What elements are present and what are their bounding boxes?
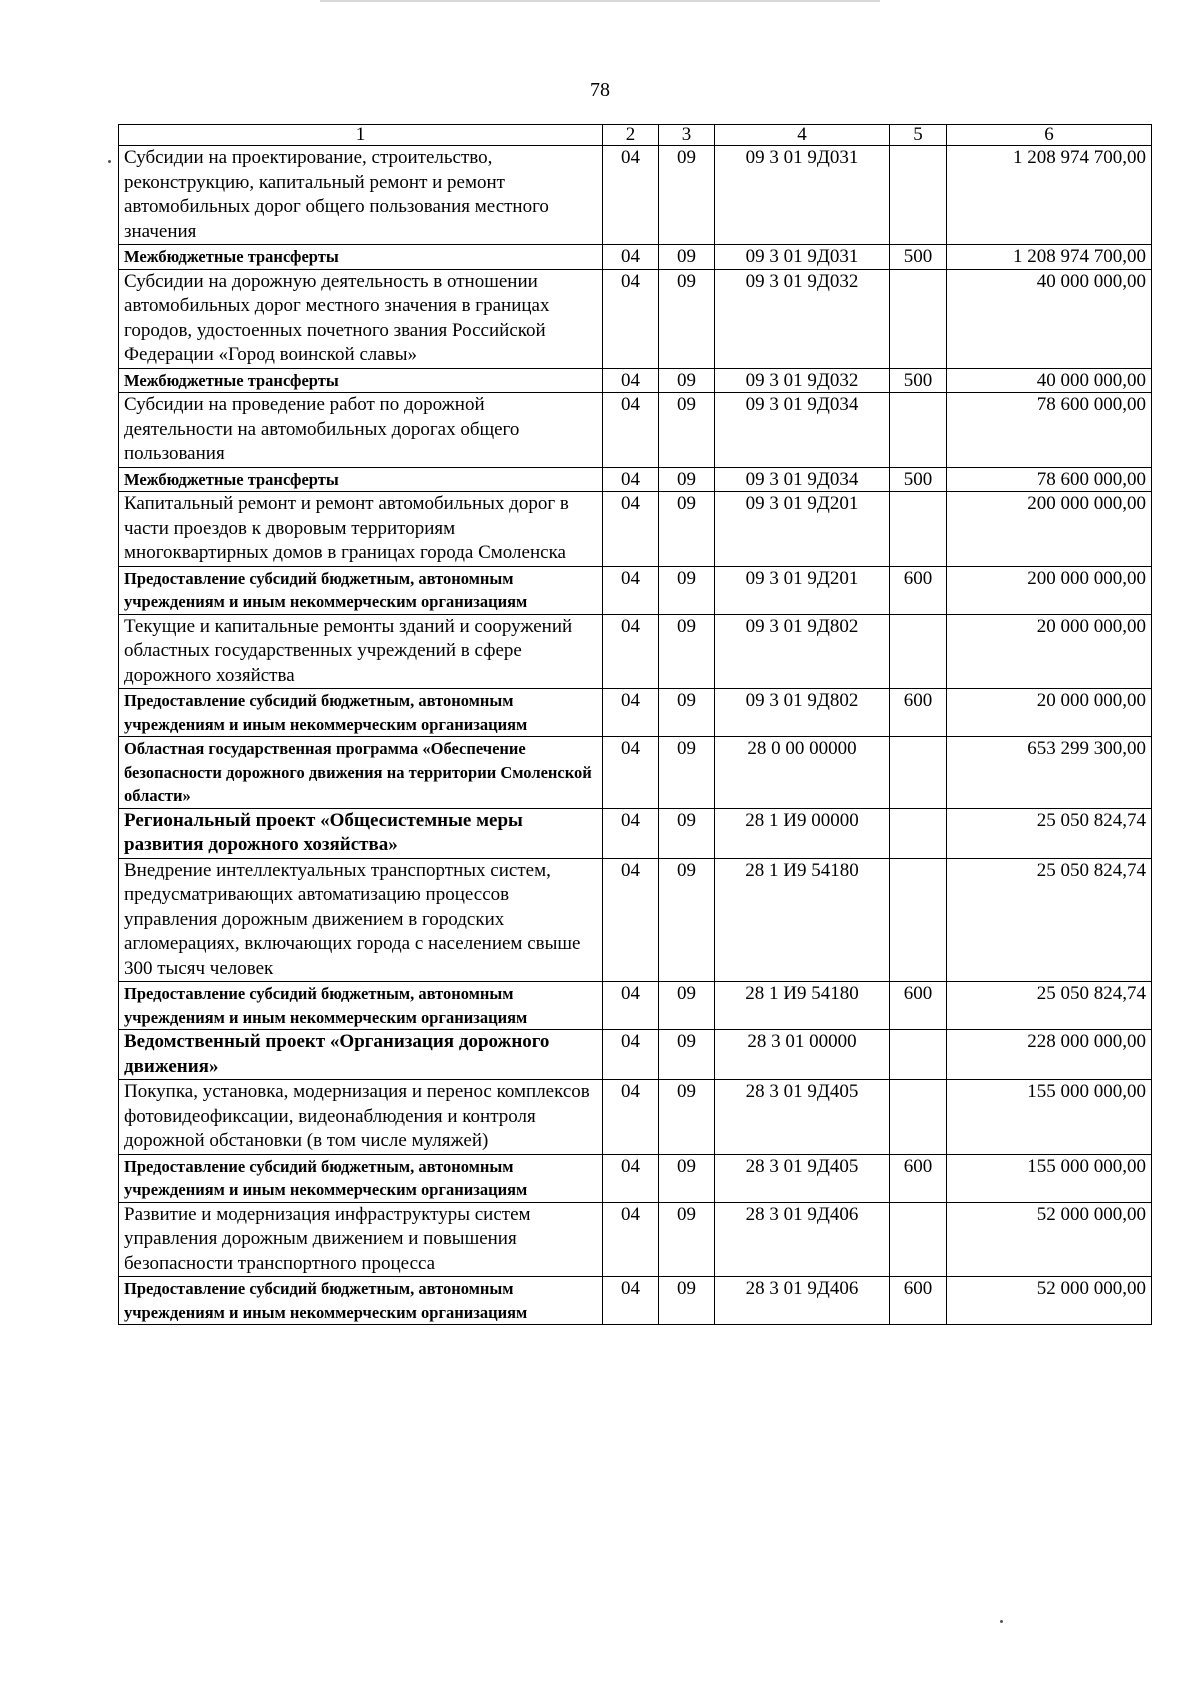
- amount-cell: 1 208 974 700,00: [947, 245, 1152, 270]
- row-name-cell: Развитие и модернизация инфраструктуры систем управления дорожным движением и повышения безопасности транспортного процесса: [119, 1202, 603, 1277]
- expense-type-cell: 600: [890, 689, 947, 737]
- amount-cell: 25 050 824,74: [947, 982, 1152, 1030]
- table-row: [119, 1202, 1152, 1277]
- expense-type-cell: 500: [890, 467, 947, 492]
- expense-type-cell: 600: [890, 1277, 947, 1325]
- expense-type-cell: [890, 393, 947, 468]
- row-name-cell: Субсидии на проведение работ по дорожной деятельности на автомобильных дорогах общего пользования: [119, 393, 603, 468]
- header-row: [119, 125, 1152, 146]
- amount-cell: 200 000 000,00: [947, 492, 1152, 567]
- target-article-cell: 09 3 01 9Д031: [715, 245, 890, 270]
- subsection-cell: 09: [659, 492, 715, 567]
- target-article-cell: 28 1 И9 00000: [715, 808, 890, 858]
- expense-type-cell: [890, 614, 947, 689]
- row-name-cell: Предоставление субсидий бюджетным, автономным учреждениям и иным некоммерческим организациям: [119, 689, 603, 737]
- subsection-cell: 09: [659, 467, 715, 492]
- section-cell: 04: [603, 1277, 659, 1325]
- row-name-cell: Предоставление субсидий бюджетным, автономным учреждениям и иным некоммерческим организациям: [119, 566, 603, 614]
- row-name-cell: Капитальный ремонт и ремонт автомобильных дорог в части проездов к дворовым территориям многоквартирных домов в границах города Смоленска: [119, 492, 603, 567]
- header-cell: 1: [119, 125, 603, 146]
- target-article-cell: 28 3 01 9Д405: [715, 1154, 890, 1202]
- row-name-cell: Покупка, установка, модернизация и перенос комплексов фотовидеофиксации, видеонаблюдения и контроля дорожной обстановки (в том числе муляжей): [119, 1080, 603, 1155]
- header-cell: 4: [715, 125, 890, 146]
- expense-type-cell: [890, 1202, 947, 1277]
- table-row: [119, 858, 1152, 982]
- subsection-cell: 09: [659, 614, 715, 689]
- amount-cell: 78 600 000,00: [947, 467, 1152, 492]
- section-cell: 04: [603, 393, 659, 468]
- table-row: [119, 1030, 1152, 1080]
- subsection-cell: 09: [659, 566, 715, 614]
- target-article-cell: 28 3 01 00000: [715, 1030, 890, 1080]
- expense-type-cell: 600: [890, 566, 947, 614]
- subsection-cell: 09: [659, 368, 715, 393]
- target-article-cell: 09 3 01 9Д201: [715, 492, 890, 567]
- target-article-cell: 28 3 01 9Д405: [715, 1080, 890, 1155]
- target-article-cell: 09 3 01 9Д802: [715, 614, 890, 689]
- table-row: [119, 737, 1152, 809]
- subsection-cell: 09: [659, 1154, 715, 1202]
- expense-type-cell: 500: [890, 368, 947, 393]
- table-row: [119, 492, 1152, 567]
- target-article-cell: 28 3 01 9Д406: [715, 1202, 890, 1277]
- table-row: [119, 245, 1152, 270]
- section-cell: 04: [603, 858, 659, 982]
- table-row: [119, 1154, 1152, 1202]
- expense-type-cell: 600: [890, 1154, 947, 1202]
- table-row: [119, 566, 1152, 614]
- amount-cell: 228 000 000,00: [947, 1030, 1152, 1080]
- scan-speck: [1000, 1620, 1003, 1623]
- section-cell: 04: [603, 467, 659, 492]
- budget-table: [118, 124, 1152, 1325]
- header-cell: 2: [603, 125, 659, 146]
- expense-type-cell: [890, 1080, 947, 1155]
- row-name-cell: Межбюджетные трансферты: [119, 467, 603, 492]
- section-cell: 04: [603, 1080, 659, 1155]
- amount-cell: 155 000 000,00: [947, 1154, 1152, 1202]
- amount-cell: 40 000 000,00: [947, 368, 1152, 393]
- table-row: [119, 689, 1152, 737]
- subsection-cell: 09: [659, 808, 715, 858]
- table-row: [119, 1080, 1152, 1155]
- section-cell: 04: [603, 808, 659, 858]
- amount-cell: 20 000 000,00: [947, 614, 1152, 689]
- subsection-cell: 09: [659, 1202, 715, 1277]
- amount-cell: 20 000 000,00: [947, 689, 1152, 737]
- expense-type-cell: [890, 737, 947, 809]
- amount-cell: 52 000 000,00: [947, 1202, 1152, 1277]
- header-cell: 6: [947, 125, 1152, 146]
- section-cell: 04: [603, 737, 659, 809]
- section-cell: 04: [603, 566, 659, 614]
- target-article-cell: 09 3 01 9Д802: [715, 689, 890, 737]
- section-cell: 04: [603, 689, 659, 737]
- amount-cell: 653 299 300,00: [947, 737, 1152, 809]
- table-row: [119, 467, 1152, 492]
- section-cell: 04: [603, 492, 659, 567]
- subsection-cell: 09: [659, 737, 715, 809]
- section-cell: 04: [603, 982, 659, 1030]
- row-name-cell: Текущие и капитальные ремонты зданий и сооружений областных государственных учреждений в сфере дорожного хозяйства: [119, 614, 603, 689]
- expense-type-cell: 600: [890, 982, 947, 1030]
- amount-cell: 25 050 824,74: [947, 808, 1152, 858]
- expense-type-cell: [890, 1030, 947, 1080]
- row-name-cell: Ведомственный проект «Организация дорожного движения»: [119, 1030, 603, 1080]
- section-cell: 04: [603, 146, 659, 245]
- subsection-cell: 09: [659, 245, 715, 270]
- subsection-cell: 09: [659, 858, 715, 982]
- expense-type-cell: [890, 858, 947, 982]
- expense-type-cell: [890, 492, 947, 567]
- target-article-cell: 09 3 01 9Д201: [715, 566, 890, 614]
- subsection-cell: 09: [659, 269, 715, 368]
- amount-cell: 200 000 000,00: [947, 566, 1152, 614]
- scan-edge: [320, 0, 880, 2]
- target-article-cell: 09 3 01 9Д031: [715, 146, 890, 245]
- row-name-cell: Субсидии на проектирование, строительство, реконструкцию, капитальный ремонт и ремонт автомобильных дорог общего пользования местного значения: [119, 146, 603, 245]
- row-name-cell: Межбюджетные трансферты: [119, 245, 603, 270]
- target-article-cell: 28 1 И9 54180: [715, 858, 890, 982]
- section-cell: 04: [603, 1202, 659, 1277]
- subsection-cell: 09: [659, 982, 715, 1030]
- target-article-cell: 28 1 И9 54180: [715, 982, 890, 1030]
- scan-speck: [108, 160, 111, 163]
- table-row: [119, 982, 1152, 1030]
- table-body: [119, 146, 1152, 1325]
- table-row: [119, 146, 1152, 245]
- amount-cell: 155 000 000,00: [947, 1080, 1152, 1155]
- section-cell: 04: [603, 245, 659, 270]
- table-row: [119, 368, 1152, 393]
- amount-cell: 40 000 000,00: [947, 269, 1152, 368]
- subsection-cell: 09: [659, 1277, 715, 1325]
- header-cell: 5: [890, 125, 947, 146]
- header-cell: 3: [659, 125, 715, 146]
- row-name-cell: Предоставление субсидий бюджетным, автономным учреждениям и иным некоммерческим организациям: [119, 1154, 603, 1202]
- table-row: [119, 1277, 1152, 1325]
- target-article-cell: 28 0 00 00000: [715, 737, 890, 809]
- section-cell: 04: [603, 1030, 659, 1080]
- row-name-cell: Региональный проект «Общесистемные меры развития дорожного хозяйства»: [119, 808, 603, 858]
- section-cell: 04: [603, 269, 659, 368]
- amount-cell: 78 600 000,00: [947, 393, 1152, 468]
- section-cell: 04: [603, 614, 659, 689]
- table-row: [119, 808, 1152, 858]
- table-row: [119, 393, 1152, 468]
- subsection-cell: 09: [659, 1080, 715, 1155]
- page-number: 78: [590, 79, 610, 101]
- expense-type-cell: [890, 808, 947, 858]
- subsection-cell: 09: [659, 393, 715, 468]
- row-name-cell: Областная государственная программа «Обеспечение безопасности дорожного движения на территории Смоленской области»: [119, 737, 603, 809]
- subsection-cell: 09: [659, 146, 715, 245]
- section-cell: 04: [603, 368, 659, 393]
- table-row: [119, 269, 1152, 368]
- amount-cell: 1 208 974 700,00: [947, 146, 1152, 245]
- amount-cell: 52 000 000,00: [947, 1277, 1152, 1325]
- row-name-cell: Предоставление субсидий бюджетным, автономным учреждениям и иным некоммерческим организациям: [119, 1277, 603, 1325]
- table-row: [119, 614, 1152, 689]
- row-name-cell: Внедрение интеллектуальных транспортных систем, предусматривающих автоматизацию процессов управления дорожным движением в городских агломерациях, включающих города с населением свыше 300 тысяч человек: [119, 858, 603, 982]
- row-name-cell: Межбюджетные трансферты: [119, 368, 603, 393]
- expense-type-cell: [890, 269, 947, 368]
- expense-type-cell: 500: [890, 245, 947, 270]
- subsection-cell: 09: [659, 1030, 715, 1080]
- target-article-cell: 09 3 01 9Д032: [715, 269, 890, 368]
- row-name-cell: Субсидии на дорожную деятельность в отношении автомобильных дорог местного значения в границах городов, удостоенных почетного звания Российской Федерации «Город воинской славы»: [119, 269, 603, 368]
- target-article-cell: 09 3 01 9Д034: [715, 393, 890, 468]
- row-name-cell: Предоставление субсидий бюджетным, автономным учреждениям и иным некоммерческим организациям: [119, 982, 603, 1030]
- expense-type-cell: [890, 146, 947, 245]
- amount-cell: 25 050 824,74: [947, 858, 1152, 982]
- target-article-cell: 28 3 01 9Д406: [715, 1277, 890, 1325]
- target-article-cell: 09 3 01 9Д034: [715, 467, 890, 492]
- section-cell: 04: [603, 1154, 659, 1202]
- subsection-cell: 09: [659, 689, 715, 737]
- target-article-cell: 09 3 01 9Д032: [715, 368, 890, 393]
